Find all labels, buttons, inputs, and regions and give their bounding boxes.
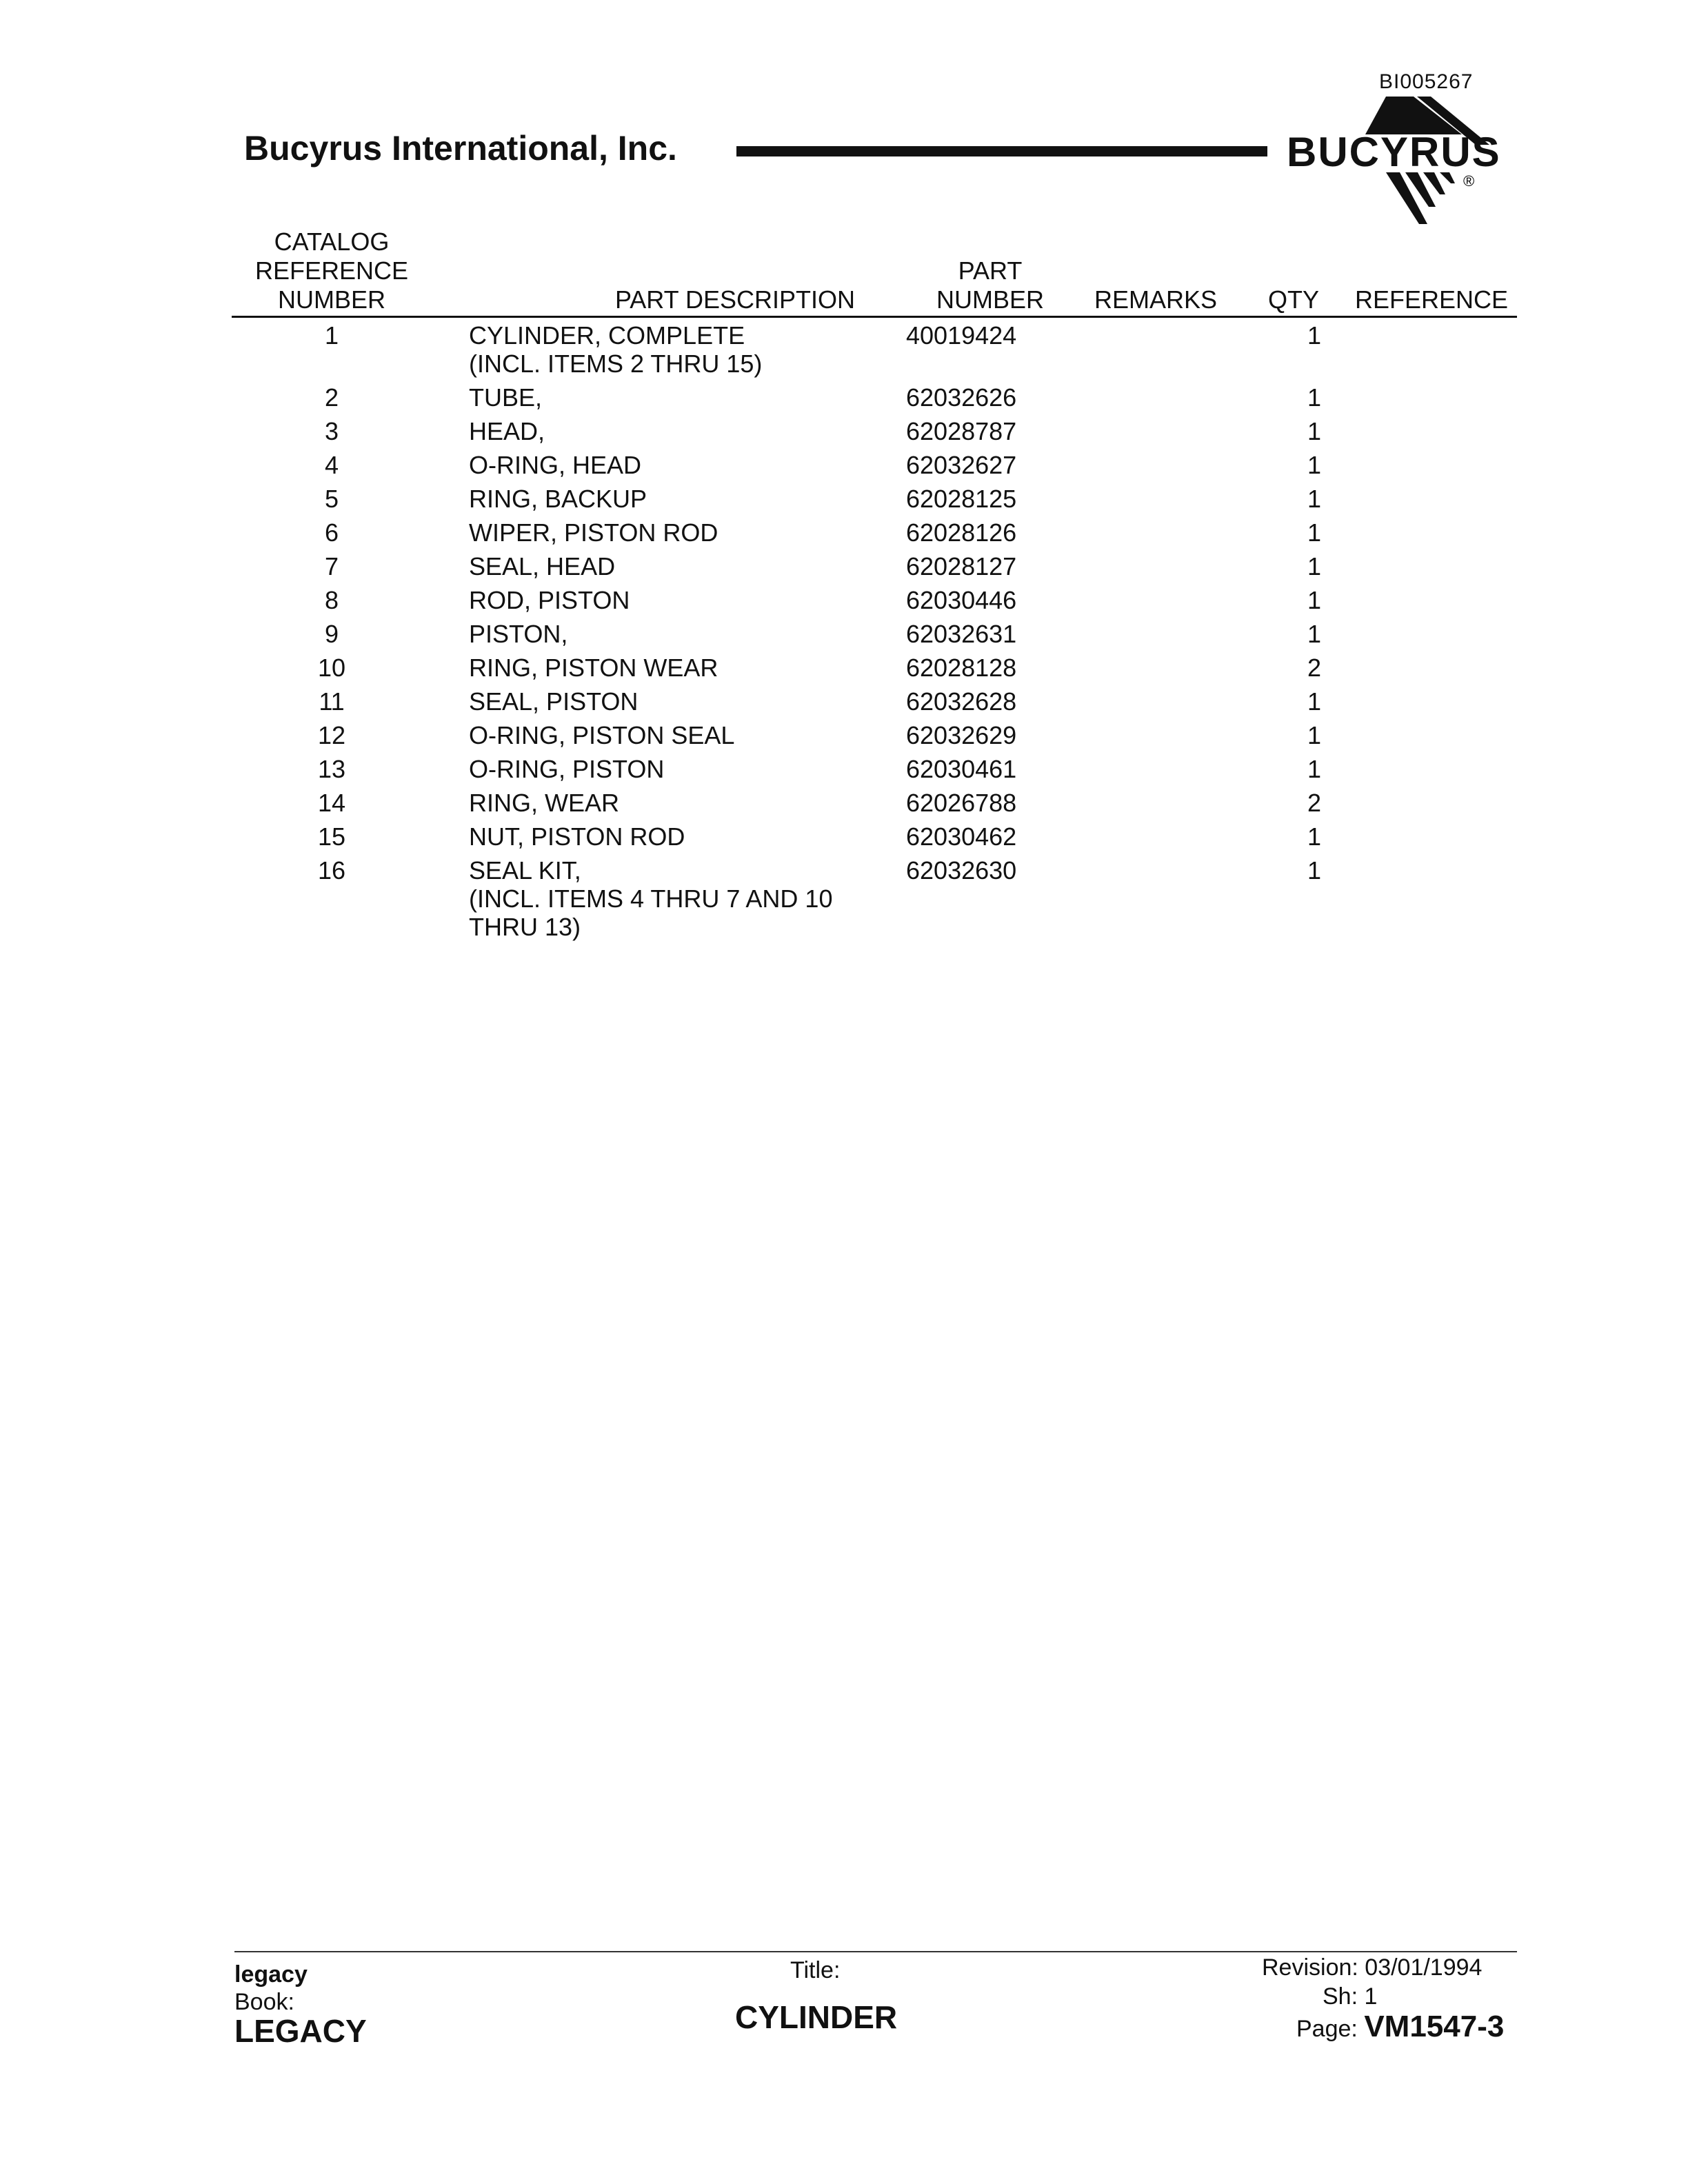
description-cell: O-RING, PISTON: [469, 755, 665, 783]
table-row: [232, 552, 1517, 580]
catalog-ref-cell: 4: [324, 451, 339, 479]
qty-cell: 1: [1307, 822, 1322, 851]
footer-title-label: Title:: [790, 1957, 841, 1983]
description-cell: CYLINDER, COMPLETE (INCL. ITEMS 2 THRU 15): [469, 321, 763, 378]
footer-sheet: Sh: 1: [1323, 1983, 1378, 2010]
qty-cell: 1: [1307, 417, 1322, 445]
catalog-ref-cell: 11: [319, 687, 345, 716]
table-row: [232, 620, 1517, 648]
description-cell: TUBE,: [469, 383, 543, 412]
header-rule: [736, 146, 1267, 156]
table-header-rule: [232, 316, 1517, 318]
table-row: [232, 789, 1517, 817]
catalog-ref-cell: 5: [324, 485, 339, 513]
catalog-ref-cell: 15: [317, 822, 346, 851]
qty-cell: 1: [1307, 518, 1322, 547]
catalog-ref-cell: 14: [317, 789, 346, 817]
catalog-ref-cell: 7: [324, 552, 339, 580]
table-body: [232, 321, 1517, 947]
description-cell: O-RING, PISTON SEAL: [469, 721, 735, 749]
column-header-remarks: REMARKS: [1094, 285, 1218, 314]
description-cell: SEAL, HEAD: [469, 552, 616, 580]
part-number-cell: 62032626: [906, 383, 1017, 412]
qty-cell: 1: [1307, 620, 1322, 648]
part-number-cell: 62032631: [906, 620, 1017, 648]
table-row: [232, 383, 1517, 412]
footer-page-label: Page:: [1296, 2016, 1358, 2042]
part-number-cell: 62028128: [906, 654, 1017, 682]
qty-cell: 2: [1307, 654, 1322, 682]
footer-rule: [234, 1951, 1517, 1952]
column-header-catalog-reference: CATALOG REFERENCE NUMBER: [254, 228, 409, 314]
part-number-cell: 62032630: [906, 856, 1017, 884]
description-cell: HEAD,: [469, 417, 545, 445]
catalog-ref-cell: 2: [324, 383, 339, 412]
description-cell: ROD, PISTON: [469, 586, 630, 614]
table-row: [232, 755, 1517, 783]
description-cell: PISTON,: [469, 620, 568, 648]
part-number-cell: 62032628: [906, 687, 1017, 716]
footer-book-label: Book:: [234, 1989, 294, 2015]
table-row: [232, 451, 1517, 479]
table-row: [232, 856, 1517, 941]
footer-legacy-label: legacy: [234, 1961, 308, 1988]
part-number-cell: 62028787: [906, 417, 1017, 445]
catalog-ref-cell: 9: [324, 620, 339, 648]
part-number-cell: 62028126: [906, 518, 1017, 547]
qty-cell: 1: [1307, 687, 1322, 716]
catalog-ref-cell: 13: [317, 755, 346, 783]
column-header-part-description: PART DESCRIPTION: [614, 285, 856, 314]
table-row: [232, 485, 1517, 513]
table-row: [232, 321, 1517, 378]
part-number-cell: 62030461: [906, 755, 1017, 783]
description-cell: RING, BACKUP: [469, 485, 647, 513]
description-cell: O-RING, HEAD: [469, 451, 642, 479]
part-number-cell: 62026788: [906, 789, 1017, 817]
column-header-qty: QTY: [1267, 285, 1319, 314]
qty-cell: 1: [1307, 721, 1322, 749]
company-name: Bucyrus International, Inc.: [244, 129, 677, 168]
table-row: [232, 654, 1517, 682]
qty-cell: 1: [1307, 552, 1322, 580]
part-number-cell: 62030446: [906, 586, 1017, 614]
logo-wordmark: BUCYRUS: [1287, 129, 1501, 175]
footer-book-value: LEGACY: [234, 2013, 367, 2049]
part-number-cell: 62030462: [906, 822, 1017, 851]
description-cell: WIPER, PISTON ROD: [469, 518, 719, 547]
table-row: [232, 586, 1517, 614]
catalog-ref-cell: 12: [317, 721, 346, 749]
description-cell: SEAL, PISTON: [469, 687, 639, 716]
registered-mark: ®: [1463, 172, 1475, 190]
footer-title-value: CYLINDER: [735, 1999, 898, 2035]
table-row: [232, 687, 1517, 716]
catalog-ref-cell: 3: [324, 417, 339, 445]
footer-revision: Revision: 03/01/1994: [1262, 1954, 1483, 1981]
catalog-ref-cell: 16: [317, 856, 346, 884]
footer-page: [1296, 2010, 1505, 2043]
description-cell: RING, PISTON WEAR: [469, 654, 719, 682]
description-cell: SEAL KIT, (INCL. ITEMS 4 THRU 7 AND 10 THRU 13): [469, 856, 833, 941]
catalog-ref-cell: 6: [324, 518, 339, 547]
part-number-cell: 62032629: [906, 721, 1017, 749]
catalog-ref-cell: 8: [324, 586, 339, 614]
qty-cell: 1: [1307, 321, 1322, 350]
qty-cell: 1: [1307, 755, 1322, 783]
qty-cell: 1: [1307, 856, 1322, 884]
qty-cell: 1: [1307, 451, 1322, 479]
catalog-ref-cell: 10: [317, 654, 346, 682]
table-row: [232, 822, 1517, 851]
table-row: [232, 518, 1517, 547]
column-header-reference: REFERENCE: [1354, 285, 1509, 314]
qty-cell: 1: [1307, 485, 1322, 513]
catalog-ref-cell: 1: [324, 321, 339, 350]
description-cell: RING, WEAR: [469, 789, 620, 817]
description-cell: NUT, PISTON ROD: [469, 822, 685, 851]
table-row: [232, 721, 1517, 749]
document-id: BI005267: [1379, 70, 1474, 93]
qty-cell: 1: [1307, 586, 1322, 614]
part-number-cell: 62028127: [906, 552, 1017, 580]
column-header-part-number: PART NUMBER: [936, 256, 1044, 314]
qty-cell: 2: [1307, 789, 1322, 817]
part-number-cell: 62032627: [906, 451, 1017, 479]
qty-cell: 1: [1307, 383, 1322, 412]
part-number-cell: 62028125: [906, 485, 1017, 513]
footer-page-number: VM1547-3: [1364, 2010, 1505, 2043]
part-number-cell: 40019424: [906, 321, 1017, 350]
table-row: [232, 417, 1517, 445]
